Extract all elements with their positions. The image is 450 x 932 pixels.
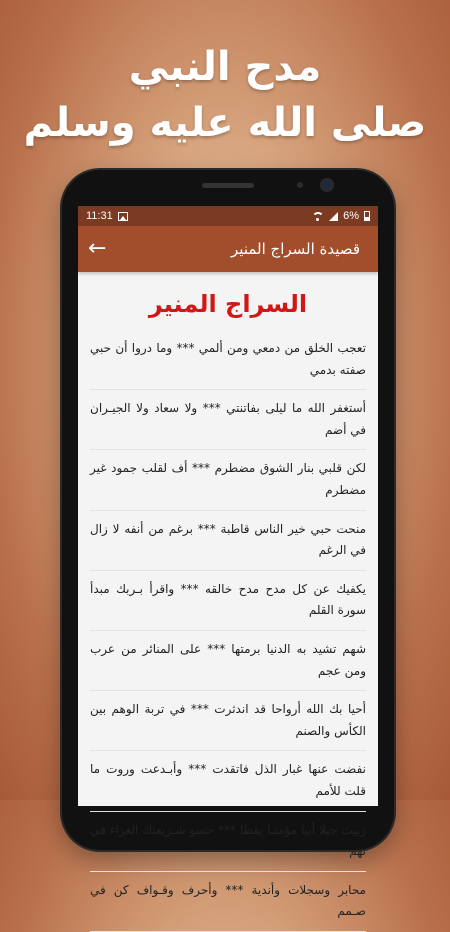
- promo-headline-title: مدح النبي: [128, 44, 322, 90]
- phone-top-bezel: [62, 170, 394, 210]
- promo-headline-subtitle: صلى الله عليه وسلم: [23, 100, 427, 146]
- verse-line: محابر وسجلات وأندية *** وأحرف وقـواف كن في صـمم: [90, 880, 366, 932]
- phone-screen: [78, 206, 378, 919]
- verse-line: تعجب الخلق من دمعي ومن ألمي *** وما دروا أن حبي صفته بدمي: [90, 338, 366, 390]
- app-bar-title: قصيدة السراج المنير: [231, 240, 360, 258]
- verse-line: منحت حبي خير الناس قاطبة *** برغم من أنفه لا زال في الرغم: [90, 519, 366, 571]
- verse-line: نفضت عنها غبار الذل فاتقدت *** وأبـدعت وروت ما قلت للأمم: [90, 759, 366, 811]
- verse-line: ربيت جيلا أبيا مؤمنـا يقظا *** حسو شـريعتك الغراء في نهم: [90, 820, 366, 872]
- proximity-sensor: [297, 182, 303, 188]
- verse-line: لكن قلبي بنار الشوق مضطرم *** أف لقلب جمود غير مضطرم: [90, 458, 366, 510]
- phone-frame: [62, 170, 394, 919]
- app-bar: [78, 226, 378, 272]
- signal-icon: [329, 212, 338, 221]
- verse-line: أستغفر الله ما ليلى بفاتنتي *** ولا سعاد ولا الجيـران في أضم: [90, 398, 366, 450]
- verse-line: شهم تشيد به الدنيا برمتها *** على المنائر من عرب ومن عجم: [90, 639, 366, 691]
- arrow-left-icon[interactable]: ←: [88, 236, 107, 261]
- poem-content[interactable]: [78, 290, 378, 932]
- image-notification-icon: [118, 212, 128, 221]
- status-bar: [78, 206, 378, 226]
- speaker-grille: [202, 183, 254, 188]
- battery-icon: [364, 211, 370, 221]
- verse-line: يكفيك عن كل مدح مدح خالقه *** واقرأ بـربك مبدأ سورة القلم: [90, 579, 366, 631]
- status-time: 11:31: [86, 210, 113, 222]
- verse-line: أحيا بك الله أرواحا قد اندثرت *** في تربة الوهم بين الكأس والصنم: [90, 699, 366, 751]
- battery-percentage: 6%: [343, 210, 359, 222]
- poem-title: السراج المنير: [148, 290, 308, 318]
- front-camera: [322, 180, 332, 190]
- wifi-icon: [312, 212, 324, 221]
